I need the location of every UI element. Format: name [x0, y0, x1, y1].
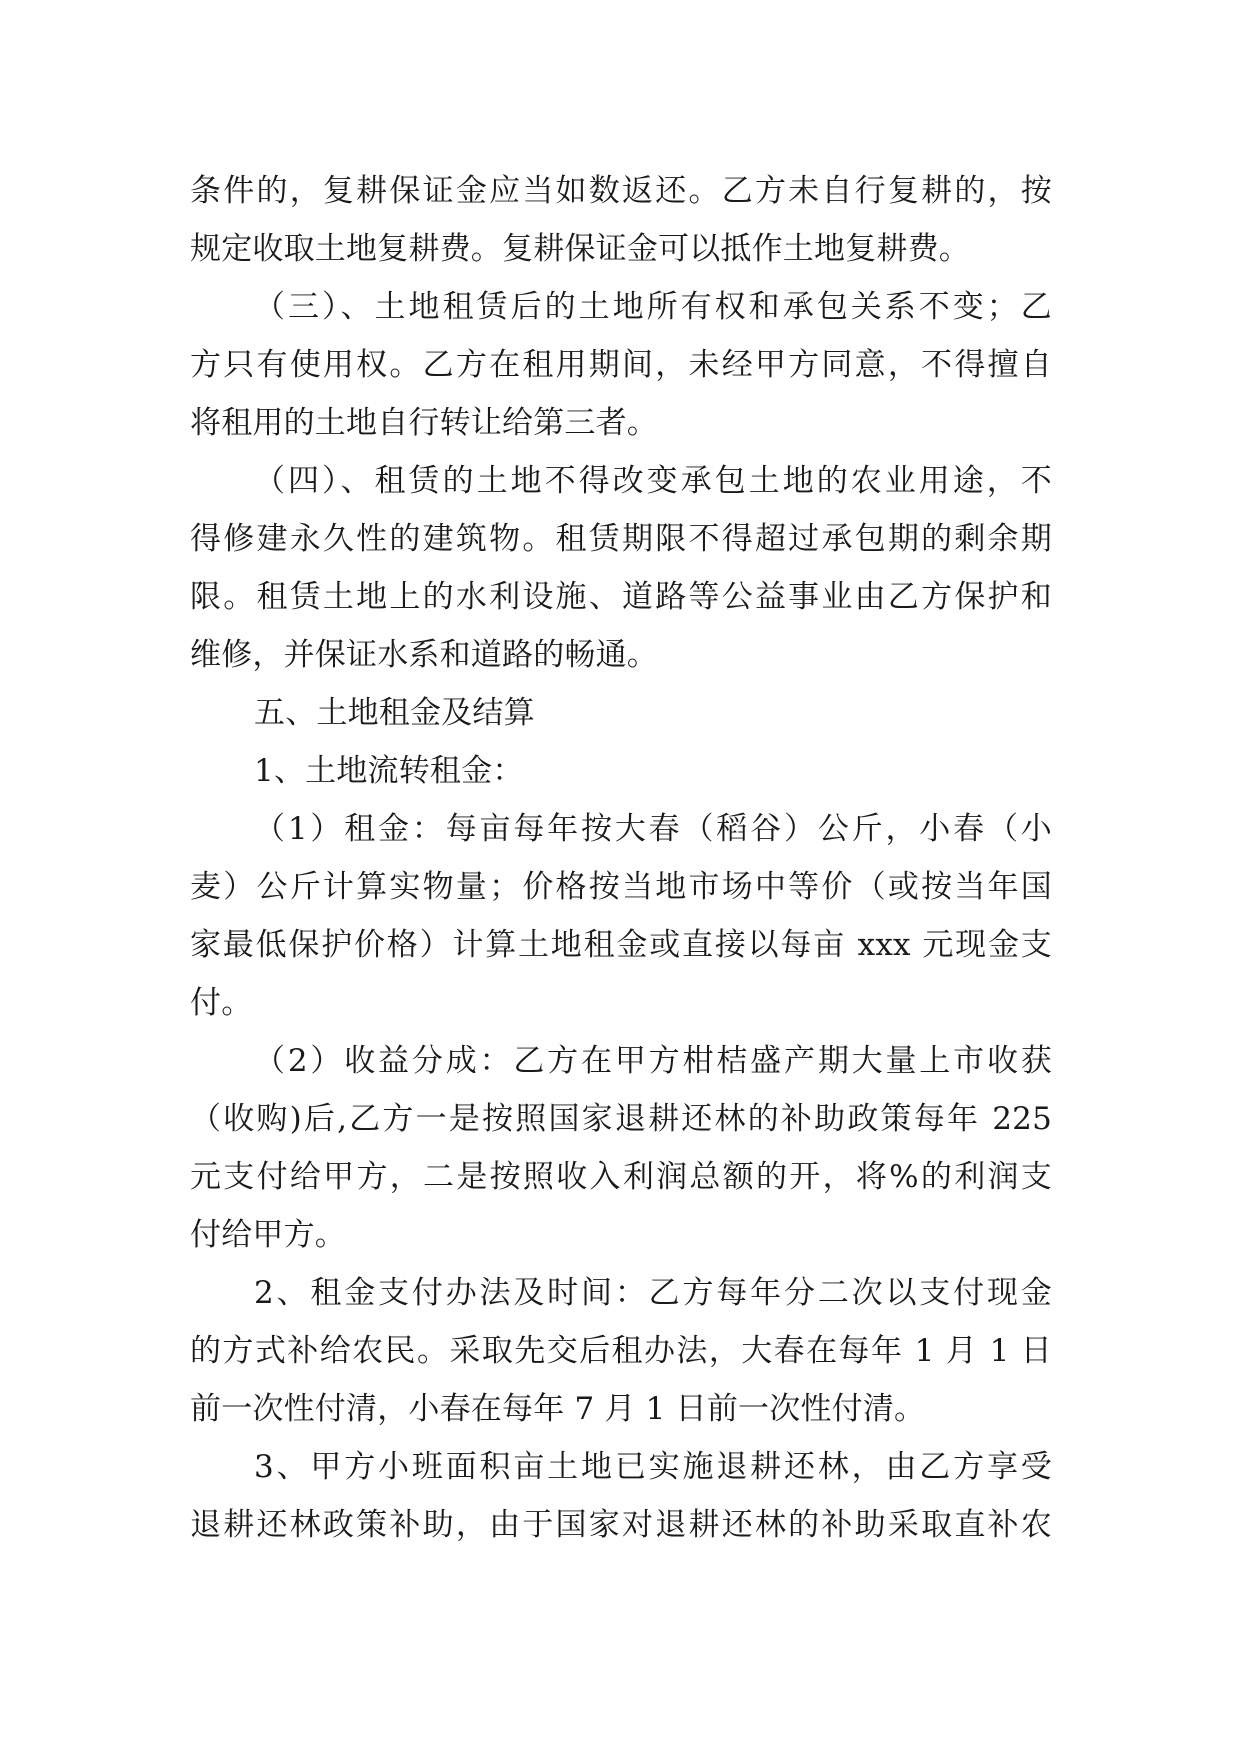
paragraph-line: （四）、租赁的土地不得改变承包土地的农业用途，不: [254, 463, 1052, 499]
paragraph-line: 规定收取土地复耕费。复耕保证金可以抵作土地复耕费。: [190, 231, 970, 267]
paragraph-line: 元支付给甲方，二是按照收入利润总额的开，将%的利润支: [190, 1159, 1052, 1195]
paragraph-line: 2、租金支付办法及时间：乙方每年分二次以支付现金: [254, 1275, 1052, 1311]
paragraph-line: 的方式补给农民。采取先交后租办法，大春在每年 1 月 1 日: [190, 1333, 1052, 1369]
paragraph-line: 将租用的土地自行转让给第三者。: [190, 405, 658, 441]
paragraph-line: 维修，并保证水系和道路的畅通。: [190, 637, 658, 673]
paragraph-line: 退耕还林政策补助，由于国家对退耕还林的补助采取直补农: [190, 1507, 1052, 1543]
paragraph-line: 前一次性付清，小春在每年 7 月 1 日前一次性付清。: [190, 1391, 926, 1427]
paragraph-line: （收购)后,乙方一是按照国家退耕还林的补助政策每年 225: [190, 1101, 1052, 1137]
paragraph-line: 条件的，复耕保证金应当如数返还。乙方未自行复耕的，按: [190, 173, 1052, 209]
paragraph-line: 家最低保护价格）计算土地租金或直接以每亩 xxx 元现金支: [190, 927, 1052, 963]
paragraph-line: 得修建永久性的建筑物。租赁期限不得超过承包期的剩余期: [190, 521, 1052, 557]
paragraph-line: 付。: [190, 985, 253, 1021]
paragraph-line: 麦）公斤计算实物量；价格按当地市场中等价（或按当年国: [190, 869, 1052, 905]
paragraph-line: 3、甲方小班面积亩土地已实施退耕还林，由乙方享受: [254, 1449, 1052, 1485]
paragraph-line: （1）租金：每亩每年按大春（稻谷）公斤，小春（小: [254, 811, 1052, 847]
subsection-heading: 1、土地流转租金：: [254, 753, 524, 789]
paragraph-line: 方只有使用权。乙方在租用期间，未经甲方同意，不得擅自: [190, 347, 1052, 383]
paragraph-line: 付给甲方。: [190, 1217, 346, 1253]
paragraph-line: （2）收益分成：乙方在甲方柑桔盛产期大量上市收获: [254, 1043, 1052, 1079]
paragraph-line: 限。租赁土地上的水利设施、道路等公益事业由乙方保护和: [190, 579, 1052, 615]
section-heading: 五、土地租金及结算: [254, 695, 535, 731]
document-body: [190, 162, 1052, 1554]
paragraph-line: （三）、土地租赁后的土地所有权和承包关系不变；乙: [254, 289, 1052, 325]
